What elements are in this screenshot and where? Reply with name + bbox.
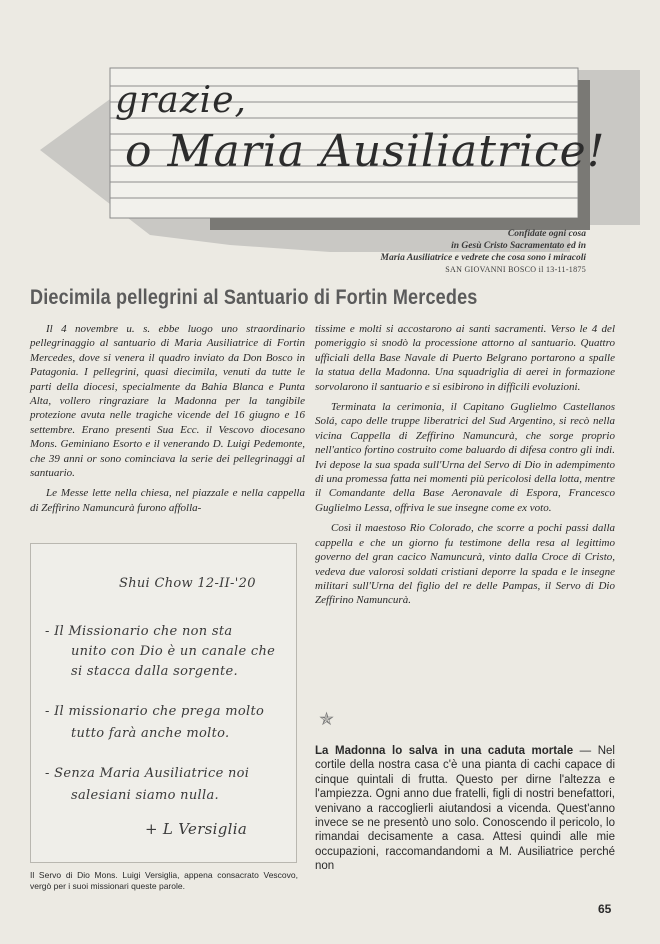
quote-block <box>286 228 586 276</box>
letter-line: - Il missionario che prega molto <box>45 704 265 719</box>
letter-line: unito con Dio è un canale che <box>71 644 276 659</box>
second-article-body: — Nel cortile della nostra casa c'è una pianta di cachi capace di cinque quintali di frutta. Questo per dirne l'altezza e l'ampiezza. Ogni anno due fratelli, figli di nostri benefattori, venivano a raccoglierli aiutandosi a vicenda. Quest'anno invece se ne presentò uno solo. Conoscendo il pericolo, lo rimandai decisamente a casa. Attesi quindi alle mie occupazioni, raccomandandomi a M. Ausiliatrice perché non <box>315 745 615 873</box>
banner-title-line2: o Maria Ausiliatrice! <box>125 126 606 177</box>
banner-title-line1: grazie, <box>115 80 247 121</box>
right-column <box>315 322 615 614</box>
second-article <box>315 744 615 874</box>
article-headline: Diecimila pellegrini al Santuario di Fortin Mercedes <box>30 286 478 309</box>
star-ornament-icon: ✯ <box>319 709 335 729</box>
letter-line: salesiani siamo nulla. <box>71 788 219 803</box>
quote-line1: Confidate ogni cosa <box>507 229 586 239</box>
page-number: 65 <box>598 902 612 916</box>
quote-line2: in Gesù Cristo Sacramentato ed in <box>451 241 586 251</box>
header-banner <box>30 30 640 260</box>
right-paragraph-2: Terminata la cerimonia, il Capitano Guglielmo Castellanos Solá, capo delle truppe liberatrici del Sud Argentino, si recò nella vicina Cappella di Zeffirino Namuncurà, che sorge proprio nell'antico fortino costruito come baluardo di difesa contro gli indi. Ivi depose la sua spada sull'Urna del Servo di Dio in adempimento di una promessa fatta nei momenti più pericolosi della lotta, mentre il Comandante della Base Aeronavale di Espora, Francesco Guglielmo Lessa, offriva le sue insegne come ex voto. <box>315 401 615 514</box>
letter-line: si stacca dalla sorgente. <box>71 664 238 679</box>
letter-signature: + L Versiglia <box>145 820 248 838</box>
letter-line: - Il Missionario che non sta <box>45 624 233 639</box>
letter-caption: Il Servo di Dio Mons. Luigi Versiglia, appena consacrato Vescovo, vergò per i suoi missionari queste parole. <box>30 870 298 891</box>
left-paragraph-2: Le Messe lette nella chiesa, nel piazzale e nella cappella di Zeffirino Namuncurà furono affolla- <box>30 487 305 514</box>
right-paragraph-1: tissime e molti si accostarono ai santi sacramenti. Verso le 4 del pomeriggio si snodò la processione attorno al santuario. Quattro ufficiali della Base Navale di Puerto Belgrano portarono a spalle la statua della Madonna. Una squadriglia di aerei in formazione sorvolarono il santuario e si esibirono in difficili evoluzioni. <box>315 323 615 393</box>
right-paragraph-3: Così il maestoso Rio Colorado, che scorre a pochi passi dalla cappella e che un giorno fu testimone della resa al legittimo governo del gran cacico Namuncurà, vinto dalla Croce di Cristo, vedeva due valorosi soldati cristiani deporre la spada e le insegne militari sull'Urna del figlio del re delle Pampas, il Servo di Dio Zeffirino Namuncurà. <box>315 522 615 607</box>
letter-line: - Senza Maria Ausiliatrice noi <box>45 766 250 781</box>
letter-line: tutto farà anche molto. <box>71 726 230 741</box>
quote-source: SAN GIOVANNI BOSCO il 13-11-1875 <box>445 265 586 274</box>
left-paragraph-1: Il 4 novembre u. s. ebbe luogo uno straordinario pellegrinaggio al santuario di Maria Ausiliatrice di Fortin Mercedes, dove si venera il quadro inviato da Don Bosco in Patagonia. I pellegrini, quasi diecimila, venuti da tutte le parti della diocesi, specialmente da Bahia Blanca e Punta Alta, vollero ringraziare la Madonna per la tangibile protezione avuta nelle tragiche vicende del 16 giugno e 16 settembre. Erano presenti Sua Ecc. il Vescovo diocesano Mons. Geminiano Esorto e il venerando D. Luigi Pedemonte, che 39 anni or sono cominciava la serie dei pellegrinaggi al santuario. <box>30 323 305 480</box>
handwritten-letter <box>30 543 297 863</box>
quote-line3: Maria Ausiliatrice e vedrete che cosa sono i miracoli <box>380 253 586 263</box>
letter-date: Shui Chow 12-II-'20 <box>119 576 256 591</box>
second-article-lead: La Madonna lo salva in una caduta mortale <box>315 745 574 757</box>
left-column <box>30 322 305 521</box>
